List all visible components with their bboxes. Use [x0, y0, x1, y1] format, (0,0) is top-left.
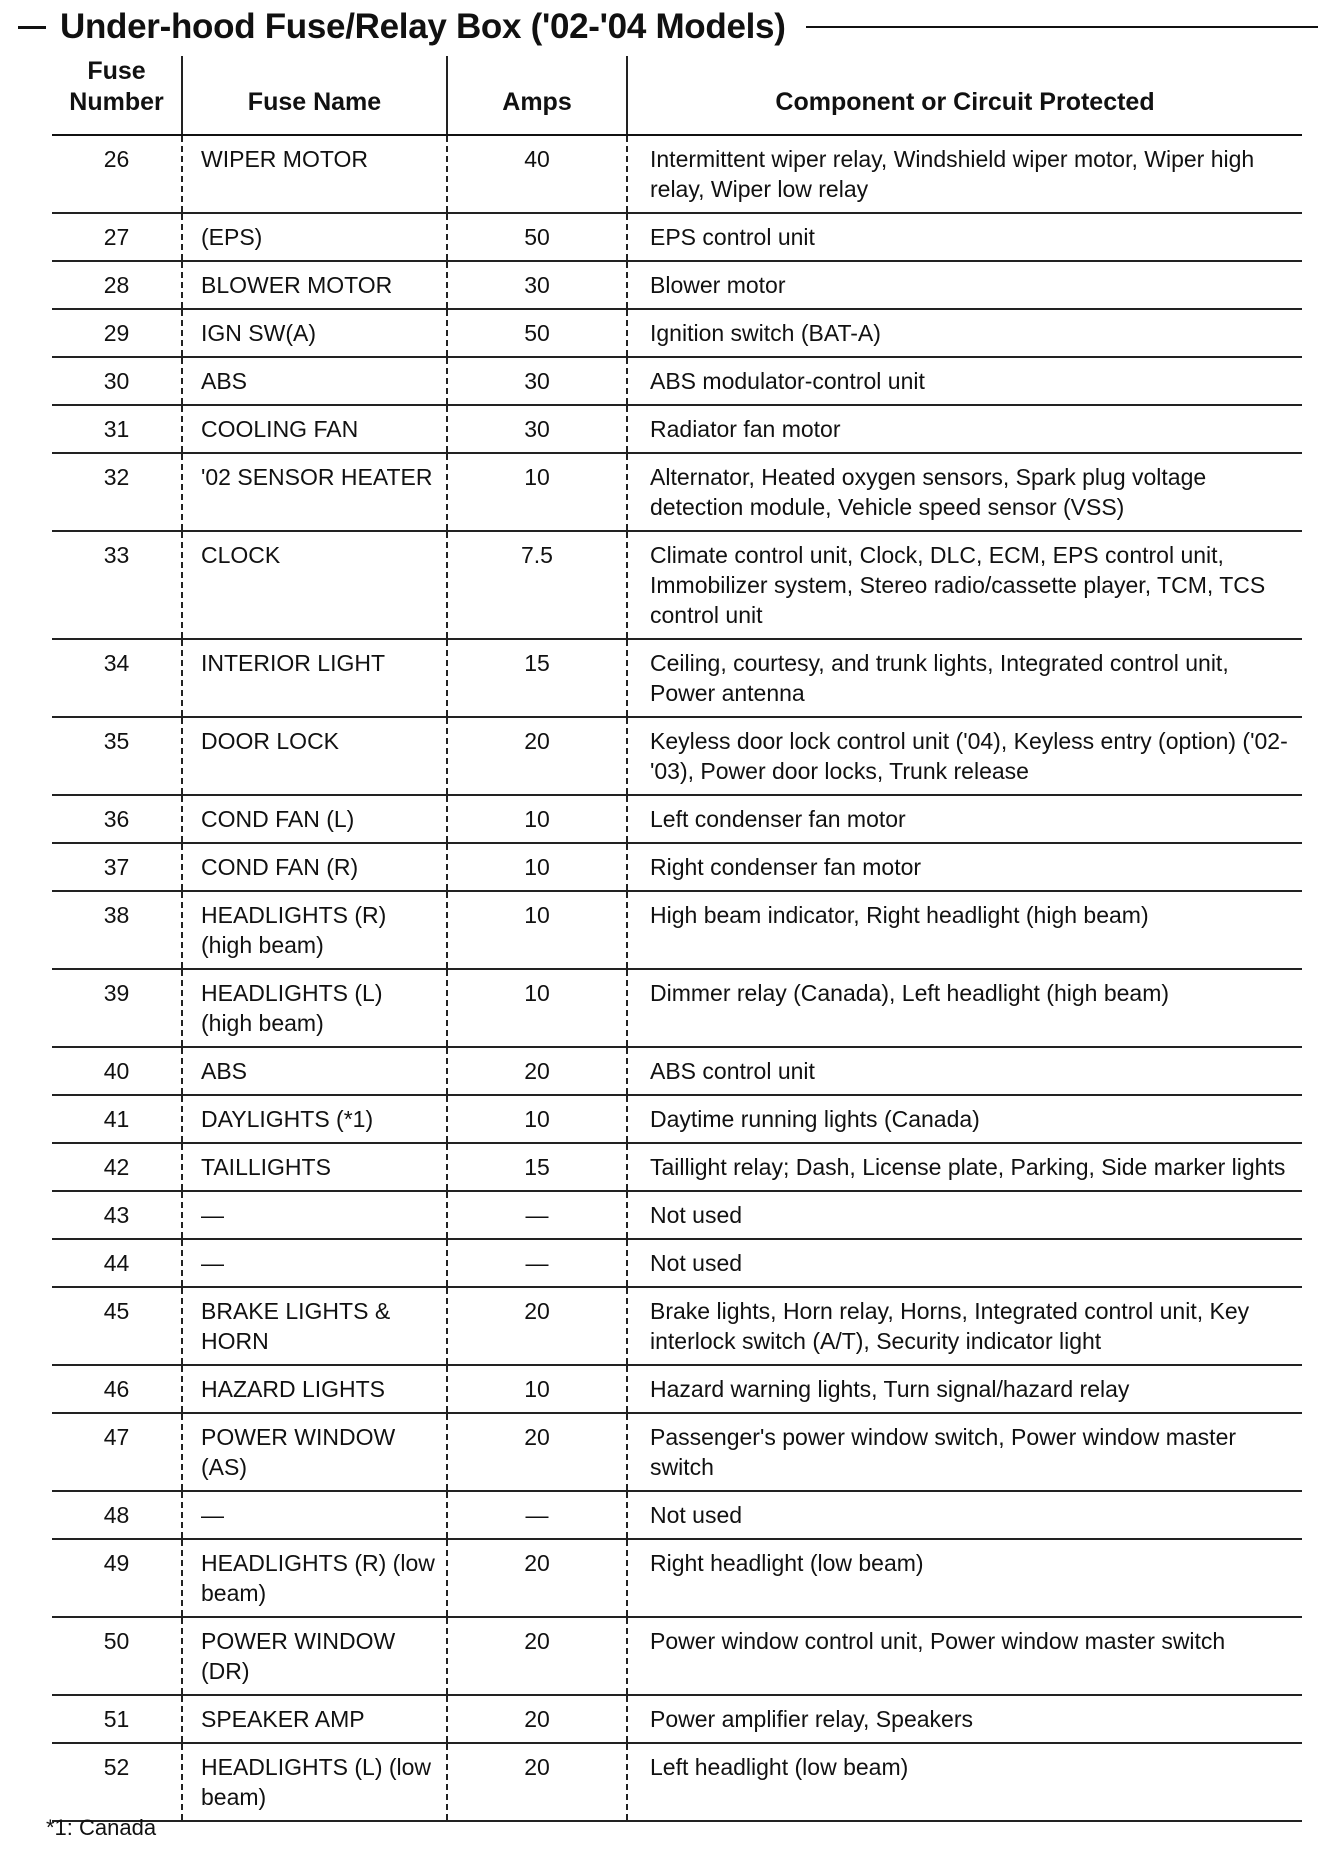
amps-cell: 7.5: [447, 531, 627, 639]
component-cell: Hazard warning lights, Turn signal/hazard relay: [627, 1365, 1302, 1413]
fuse-number-cell: 43: [52, 1191, 182, 1239]
table-row: [52, 843, 1302, 891]
fuse-number-cell: 47: [52, 1413, 182, 1491]
amps-cell: 20: [447, 1047, 627, 1095]
fuse-name-cell: POWER WINDOW (AS): [182, 1413, 447, 1491]
fuse-table: [52, 56, 1302, 1822]
table-row: [52, 1695, 1302, 1743]
fuse-number-cell: 40: [52, 1047, 182, 1095]
component-cell: Daytime running lights (Canada): [627, 1095, 1302, 1143]
fuse-number-cell: 31: [52, 405, 182, 453]
header-fuse-name: Fuse Name: [182, 56, 447, 135]
fuse-name-cell: '02 SENSOR HEATER: [182, 453, 447, 531]
fuse-number-cell: 52: [52, 1743, 182, 1821]
table-row: [52, 1143, 1302, 1191]
amps-cell: 40: [447, 135, 627, 213]
amps-cell: 30: [447, 261, 627, 309]
amps-cell: 10: [447, 891, 627, 969]
amps-cell: —: [447, 1191, 627, 1239]
amps-cell: 20: [447, 717, 627, 795]
component-cell: Passenger's power window switch, Power window master switch: [627, 1413, 1302, 1491]
amps-cell: 10: [447, 1095, 627, 1143]
amps-cell: 10: [447, 453, 627, 531]
component-cell: Right condenser fan motor: [627, 843, 1302, 891]
fuse-name-cell: ABS: [182, 1047, 447, 1095]
component-cell: Ceiling, courtesy, and trunk lights, Integrated control unit, Power antenna: [627, 639, 1302, 717]
component-cell: ABS modulator-control unit: [627, 357, 1302, 405]
amps-cell: 20: [447, 1413, 627, 1491]
fuse-name-cell: HEADLIGHTS (L) (low beam): [182, 1743, 447, 1821]
table-row: [52, 717, 1302, 795]
component-cell: Alternator, Heated oxygen sensors, Spark plug voltage detection module, Vehicle speed sensor (VSS): [627, 453, 1302, 531]
amps-cell: 15: [447, 639, 627, 717]
fuse-name-cell: BRAKE LIGHTS & HORN: [182, 1287, 447, 1365]
component-cell: Not used: [627, 1491, 1302, 1539]
amps-cell: 30: [447, 405, 627, 453]
amps-cell: —: [447, 1239, 627, 1287]
fuse-name-cell: —: [182, 1491, 447, 1539]
fuse-number-cell: 48: [52, 1491, 182, 1539]
table-row: [52, 405, 1302, 453]
amps-cell: 50: [447, 213, 627, 261]
table-row: [52, 1539, 1302, 1617]
amps-cell: 20: [447, 1695, 627, 1743]
table-row: [52, 453, 1302, 531]
component-cell: Not used: [627, 1239, 1302, 1287]
fuse-number-cell: 45: [52, 1287, 182, 1365]
table-row: [52, 891, 1302, 969]
fuse-name-cell: CLOCK: [182, 531, 447, 639]
amps-cell: 15: [447, 1143, 627, 1191]
fuse-number-cell: 26: [52, 135, 182, 213]
table-row: [52, 1743, 1302, 1821]
fuse-number-cell: 41: [52, 1095, 182, 1143]
fuse-name-cell: COOLING FAN: [182, 405, 447, 453]
table-row: [52, 1365, 1302, 1413]
amps-cell: 10: [447, 843, 627, 891]
amps-cell: 20: [447, 1743, 627, 1821]
component-cell: High beam indicator, Right headlight (high beam): [627, 891, 1302, 969]
footnote: *1: Canada: [46, 1815, 157, 1840]
fuse-number-cell: 36: [52, 795, 182, 843]
table-row: [52, 531, 1302, 639]
table-row: [52, 135, 1302, 213]
fuse-number-cell: 33: [52, 531, 182, 639]
component-cell: Right headlight (low beam): [627, 1539, 1302, 1617]
title-dash-divider: [18, 26, 46, 29]
component-cell: Intermittent wiper relay, Windshield wiper motor, Wiper high relay, Wiper low relay: [627, 135, 1302, 213]
amps-cell: 20: [447, 1539, 627, 1617]
header-component: Component or Circuit Protected: [627, 56, 1302, 135]
table-row: [52, 1047, 1302, 1095]
fuse-name-cell: COND FAN (L): [182, 795, 447, 843]
header-row: [52, 56, 1302, 135]
title-rule-divider: [806, 26, 1318, 28]
fuse-name-cell: DOOR LOCK: [182, 717, 447, 795]
component-cell: Ignition switch (BAT-A): [627, 309, 1302, 357]
fuse-name-cell: POWER WINDOW (DR): [182, 1617, 447, 1695]
table-row: [52, 1413, 1302, 1491]
component-cell: Power window control unit, Power window master switch: [627, 1617, 1302, 1695]
amps-cell: 30: [447, 357, 627, 405]
amps-cell: 20: [447, 1287, 627, 1365]
amps-cell: 10: [447, 969, 627, 1047]
fuse-number-cell: 37: [52, 843, 182, 891]
component-cell: ABS control unit: [627, 1047, 1302, 1095]
fuse-number-cell: 39: [52, 969, 182, 1047]
component-cell: Left condenser fan motor: [627, 795, 1302, 843]
component-cell: Dimmer relay (Canada), Left headlight (high beam): [627, 969, 1302, 1047]
fuse-number-cell: 27: [52, 213, 182, 261]
fuse-number-cell: 38: [52, 891, 182, 969]
fuse-name-cell: HEADLIGHTS (L) (high beam): [182, 969, 447, 1047]
fuse-name-cell: COND FAN (R): [182, 843, 447, 891]
fuse-number-cell: 30: [52, 357, 182, 405]
fuse-number-cell: 42: [52, 1143, 182, 1191]
table-row: [52, 1095, 1302, 1143]
table-row: [52, 213, 1302, 261]
fuse-number-cell: 44: [52, 1239, 182, 1287]
component-cell: Not used: [627, 1191, 1302, 1239]
fuse-name-cell: BLOWER MOTOR: [182, 261, 447, 309]
fuse-number-cell: 29: [52, 309, 182, 357]
page-title: Under-hood Fuse/Relay Box ('02-'04 Models): [60, 7, 786, 46]
fuse-name-cell: WIPER MOTOR: [182, 135, 447, 213]
fuse-name-cell: HAZARD LIGHTS: [182, 1365, 447, 1413]
fuse-number-cell: 32: [52, 453, 182, 531]
component-cell: Brake lights, Horn relay, Horns, Integrated control unit, Key interlock switch (A/T), Security indicator light: [627, 1287, 1302, 1365]
fuse-number-cell: 34: [52, 639, 182, 717]
component-cell: Radiator fan motor: [627, 405, 1302, 453]
fuse-name-cell: HEADLIGHTS (R) (high beam): [182, 891, 447, 969]
table-body: [52, 135, 1302, 1821]
fuse-number-cell: 49: [52, 1539, 182, 1617]
component-cell: Taillight relay; Dash, License plate, Parking, Side marker lights: [627, 1143, 1302, 1191]
fuse-name-cell: IGN SW(A): [182, 309, 447, 357]
fuse-name-cell: TAILLIGHTS: [182, 1143, 447, 1191]
component-cell: Left headlight (low beam): [627, 1743, 1302, 1821]
table-row: [52, 1491, 1302, 1539]
component-cell: EPS control unit: [627, 213, 1302, 261]
table-row: [52, 261, 1302, 309]
table-row: [52, 1617, 1302, 1695]
title-row: [18, 2, 1318, 52]
table-row: [52, 1287, 1302, 1365]
amps-cell: 10: [447, 1365, 627, 1413]
fuse-number-cell: 28: [52, 261, 182, 309]
fuse-name-cell: SPEAKER AMP: [182, 1695, 447, 1743]
table-row: [52, 357, 1302, 405]
fuse-name-cell: —: [182, 1191, 447, 1239]
component-cell: Climate control unit, Clock, DLC, ECM, EPS control unit, Immobilizer system, Stereo radio/cassette player, TCM, TCS control unit: [627, 531, 1302, 639]
fuse-number-cell: 51: [52, 1695, 182, 1743]
fuse-name-cell: ABS: [182, 357, 447, 405]
fuse-number-cell: 46: [52, 1365, 182, 1413]
amps-cell: 20: [447, 1617, 627, 1695]
table-row: [52, 969, 1302, 1047]
amps-cell: 50: [447, 309, 627, 357]
fuse-name-cell: DAYLIGHTS (*1): [182, 1095, 447, 1143]
amps-cell: 10: [447, 795, 627, 843]
component-cell: Keyless door lock control unit ('04), Keyless entry (option) ('02-'03), Power door locks, Trunk release: [627, 717, 1302, 795]
fuse-name-cell: HEADLIGHTS (R) (low beam): [182, 1539, 447, 1617]
table-row: [52, 639, 1302, 717]
table-row: [52, 309, 1302, 357]
fuse-name-cell: —: [182, 1239, 447, 1287]
table-row: [52, 795, 1302, 843]
fuse-number-cell: 35: [52, 717, 182, 795]
table-row: [52, 1239, 1302, 1287]
fuse-number-cell: 50: [52, 1617, 182, 1695]
header-amps: Amps: [447, 56, 627, 135]
fuse-name-cell: INTERIOR LIGHT: [182, 639, 447, 717]
amps-cell: —: [447, 1491, 627, 1539]
component-cell: Blower motor: [627, 261, 1302, 309]
fuse-name-cell: (EPS): [182, 213, 447, 261]
header-fuse-number: Fuse Number: [52, 56, 182, 135]
component-cell: Power amplifier relay, Speakers: [627, 1695, 1302, 1743]
table-header: [52, 56, 1302, 135]
table-row: [52, 1191, 1302, 1239]
